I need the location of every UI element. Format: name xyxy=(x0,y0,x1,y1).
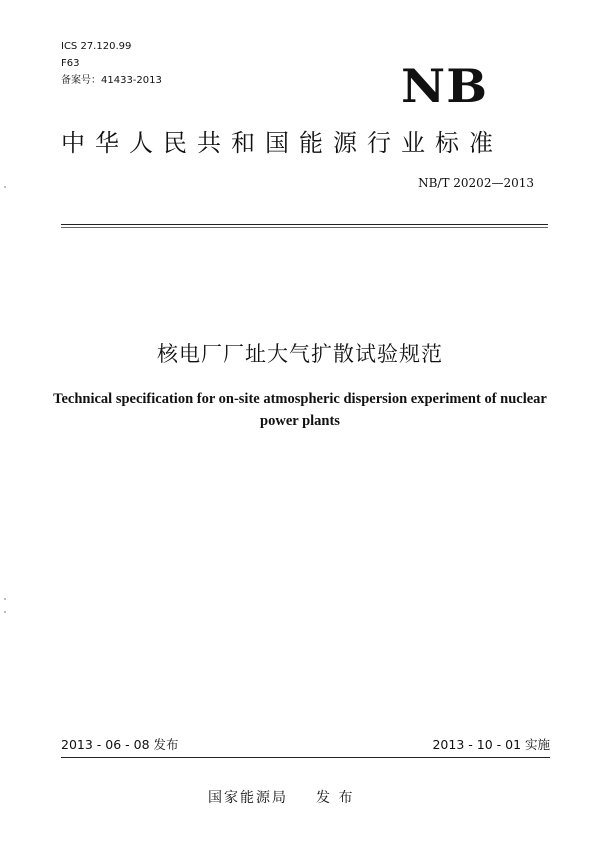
classification-code: F63 xyxy=(61,58,80,69)
organization-title: 中华人民共和国能源行业标准 xyxy=(61,129,503,157)
ics-code: ICS 27.120.99 xyxy=(61,41,132,52)
scan-speck xyxy=(4,186,6,188)
effective-date: 2013 - 10 - 01 实施 xyxy=(432,737,550,752)
scan-speck xyxy=(4,611,6,613)
issue-date: 2013 - 06 - 08 发布 xyxy=(61,737,179,752)
header-divider xyxy=(61,224,548,225)
scan-speck xyxy=(4,598,6,600)
issuer-name: 国家能源局 xyxy=(208,790,288,806)
header-divider-secondary xyxy=(61,227,548,228)
record-number: 备案号：41433-2013 xyxy=(61,75,162,86)
document-title-chinese: 核电厂厂址大气扩散试验规范 xyxy=(157,342,443,366)
standard-number: NB/T 20202—2013 xyxy=(418,176,534,190)
footer-divider xyxy=(61,757,550,758)
document-title-english xyxy=(40,388,560,432)
title-en-line-2: power plants xyxy=(260,413,340,429)
nb-logo: NB xyxy=(401,59,489,113)
title-en-line-1: Technical specification for on-site atmospheric dispersion experiment of nuclear xyxy=(53,391,547,407)
issuer-line xyxy=(208,789,354,807)
issuer-verb: 发 布 xyxy=(316,790,355,806)
